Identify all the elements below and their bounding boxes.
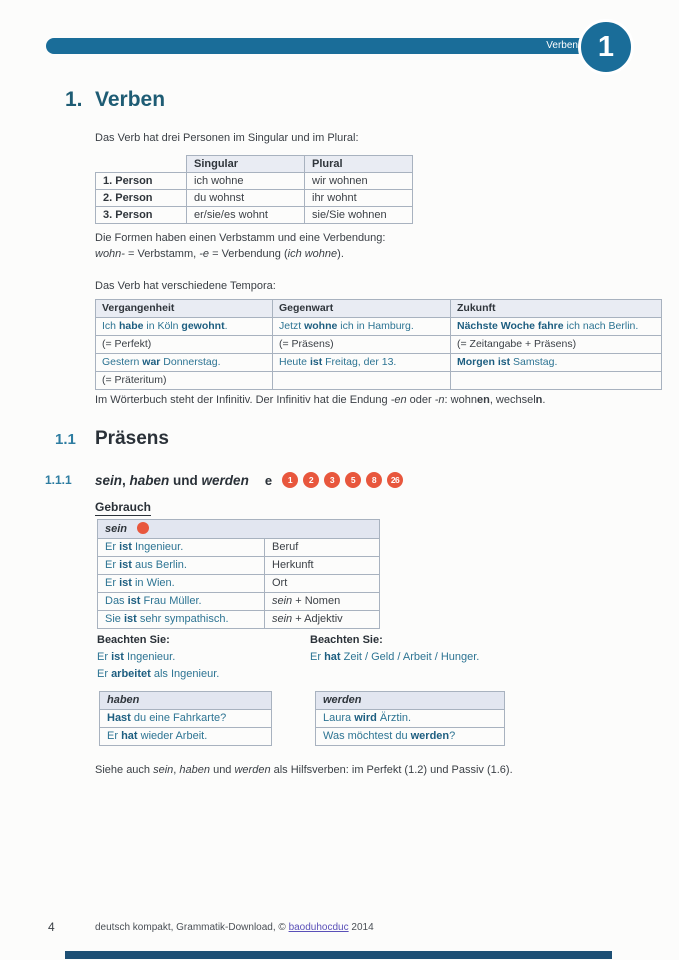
chapter-header-bar [46, 38, 592, 54]
formen-line-2: wohn- = Verbstamm, -e = Verbendung (ich wohne). [95, 247, 344, 260]
example-line: Er ist Ingenieur. [97, 651, 176, 663]
table-cell: wir wohnen [305, 173, 413, 190]
table-cell: (= Zeitangabe + Präsens) [451, 336, 662, 354]
table-cell [273, 372, 451, 390]
table-cell: (= Präsens) [273, 336, 451, 354]
table-cell: (= Präteritum) [95, 372, 273, 390]
table-cell: sie/Sie wohnen [305, 207, 413, 224]
publisher-link[interactable]: baoduhocduc [288, 922, 349, 933]
beachten-heading: Beachten Sie: [310, 634, 383, 646]
verb-table-title: haben [99, 691, 272, 710]
table-header-row [97, 519, 380, 539]
table-header-row [95, 299, 662, 318]
table-cell: Jetzt wohne ich in Hamburg. [273, 318, 451, 336]
section-title: sein, haben und werden [95, 472, 249, 488]
example-cell: Hast du eine Fahrkarte? [99, 710, 272, 728]
header-cell-zukunft: Zukunft [451, 299, 662, 318]
usage-cell: Herkunft [265, 557, 380, 575]
footer-text-before: deutsch kompakt, Grammatik-Download, © [95, 922, 289, 933]
table-cell: ihr wohnt [305, 190, 413, 207]
example-cell: Das ist Frau Müller. [97, 593, 265, 611]
table-row [97, 593, 380, 611]
table-header-row [315, 691, 505, 710]
table-cell: Gestern war Donnerstag. [95, 354, 273, 372]
section-heading-1-1-1 [45, 472, 403, 488]
table-cell: Nächste Woche fahre ich nach Berlin. [451, 318, 662, 336]
table-cell: Ich habe in Köln gewohnt. [95, 318, 273, 336]
exercise-number-badge: 1 [282, 472, 298, 488]
usage-cell: Beruf [265, 539, 380, 557]
section-number: 1.1 [55, 431, 76, 448]
footer-credit [95, 922, 374, 933]
beachten-block-right [310, 632, 479, 666]
header-cell-singular: Singular [187, 155, 305, 173]
persons-table [95, 155, 413, 224]
werden-table [315, 691, 505, 746]
blank-header-cell [95, 155, 187, 173]
verb-table-title [97, 519, 380, 539]
table-row [99, 728, 272, 746]
usage-cell: sein + Nomen [265, 593, 380, 611]
table-row [95, 372, 662, 390]
verb-table-title: werden [315, 691, 505, 710]
usage-cell: Ort [265, 575, 380, 593]
page-title [65, 88, 165, 112]
footer-text-after: 2014 [348, 922, 374, 933]
table-cell: Morgen ist Samstag. [451, 354, 662, 372]
table-row [97, 611, 380, 629]
sein-table [97, 519, 380, 629]
exercise-badges [282, 472, 403, 488]
row-label: 1. Person [95, 173, 187, 190]
tempora-table [95, 299, 662, 390]
example-line: Er hat Zeit / Geld / Arbeit / Hunger. [310, 651, 480, 663]
usage-cell: sein + Adjektiv [265, 611, 380, 629]
row-label: 2. Person [95, 190, 187, 207]
table-row [97, 557, 380, 575]
beachten-block-left [97, 632, 219, 683]
table-cell: ich wohne [187, 173, 305, 190]
exercise-number-badge: 26 [387, 472, 403, 488]
chapter-number-badge: 1 [578, 19, 634, 75]
formen-line-1: Die Formen haben einen Verbstamm und eine Verbendung: [95, 232, 386, 244]
see-also-paragraph: Siehe auch sein, haben und werden als Hilfsverben: im Perfekt (1.2) und Passiv (1.6). [95, 764, 513, 776]
bottom-page-bar [65, 951, 612, 959]
section-heading-1-1 [55, 428, 169, 450]
table-row [97, 575, 380, 593]
table-cell [451, 372, 662, 390]
header-cell-gegenwart: Gegenwart [273, 299, 451, 318]
section-number: 1.1.1 [45, 473, 72, 487]
table-row [95, 354, 662, 372]
intro-paragraph: Das Verb hat drei Personen im Singular und im Plural: [95, 132, 359, 144]
table-row [95, 336, 662, 354]
table-row [95, 190, 413, 207]
exercise-number-badge: 2 [303, 472, 319, 488]
infinitiv-paragraph: Im Wörterbuch steht der Infinitiv. Der Infinitiv hat die Endung -en oder -n: wohnen, wechseln. [95, 394, 546, 406]
chapter-tab-label: Verben [546, 40, 578, 51]
header-cell-vergangenheit: Vergangenheit [95, 299, 273, 318]
header-cell-plural: Plural [305, 155, 413, 173]
table-row [97, 539, 380, 557]
page-title-text: Verben [95, 88, 166, 111]
table-cell: (= Perfekt) [95, 336, 273, 354]
example-cell: Was möchtest du werden? [315, 728, 505, 746]
example-cell: Laura wird Ärztin. [315, 710, 505, 728]
table-row [95, 173, 413, 190]
beachten-heading: Beachten Sie: [97, 634, 170, 646]
table-cell: du wohnst [187, 190, 305, 207]
example-cell: Er hat wieder Arbeit. [99, 728, 272, 746]
gebrauch-heading: Gebrauch [95, 500, 152, 514]
tempora-intro: Das Verb hat verschiedene Tempora: [95, 280, 276, 292]
table-row [315, 728, 505, 746]
table-cell: Heute ist Freitag, der 13. [273, 354, 451, 372]
table-cell: er/sie/es wohnt [187, 207, 305, 224]
table-row [95, 207, 413, 224]
verb-title-text: sein [105, 523, 128, 535]
formen-paragraph [95, 231, 385, 262]
row-label: 3. Person [95, 207, 187, 224]
section-title: Präsens [95, 428, 169, 449]
exercise-number-badge: 8 [366, 472, 382, 488]
example-line: Er arbeitet als Ingenieur. [97, 668, 220, 680]
exercise-number-badge: 3 [324, 472, 340, 488]
audio-icon [137, 522, 149, 534]
table-header-row [95, 155, 413, 173]
example-cell: Er ist Ingenieur. [97, 539, 265, 557]
exercise-number-badge: 5 [345, 472, 361, 488]
page-number: 4 [48, 920, 55, 934]
table-row [99, 710, 272, 728]
exercise-marker-icon: e [264, 472, 273, 488]
table-row [95, 318, 662, 336]
page-title-number: 1. [65, 88, 83, 111]
example-cell: Er ist in Wien. [97, 575, 265, 593]
table-row [315, 710, 505, 728]
table-header-row [99, 691, 272, 710]
example-cell: Er ist aus Berlin. [97, 557, 265, 575]
haben-table [99, 691, 272, 746]
example-cell: Sie ist sehr sympathisch. [97, 611, 265, 629]
